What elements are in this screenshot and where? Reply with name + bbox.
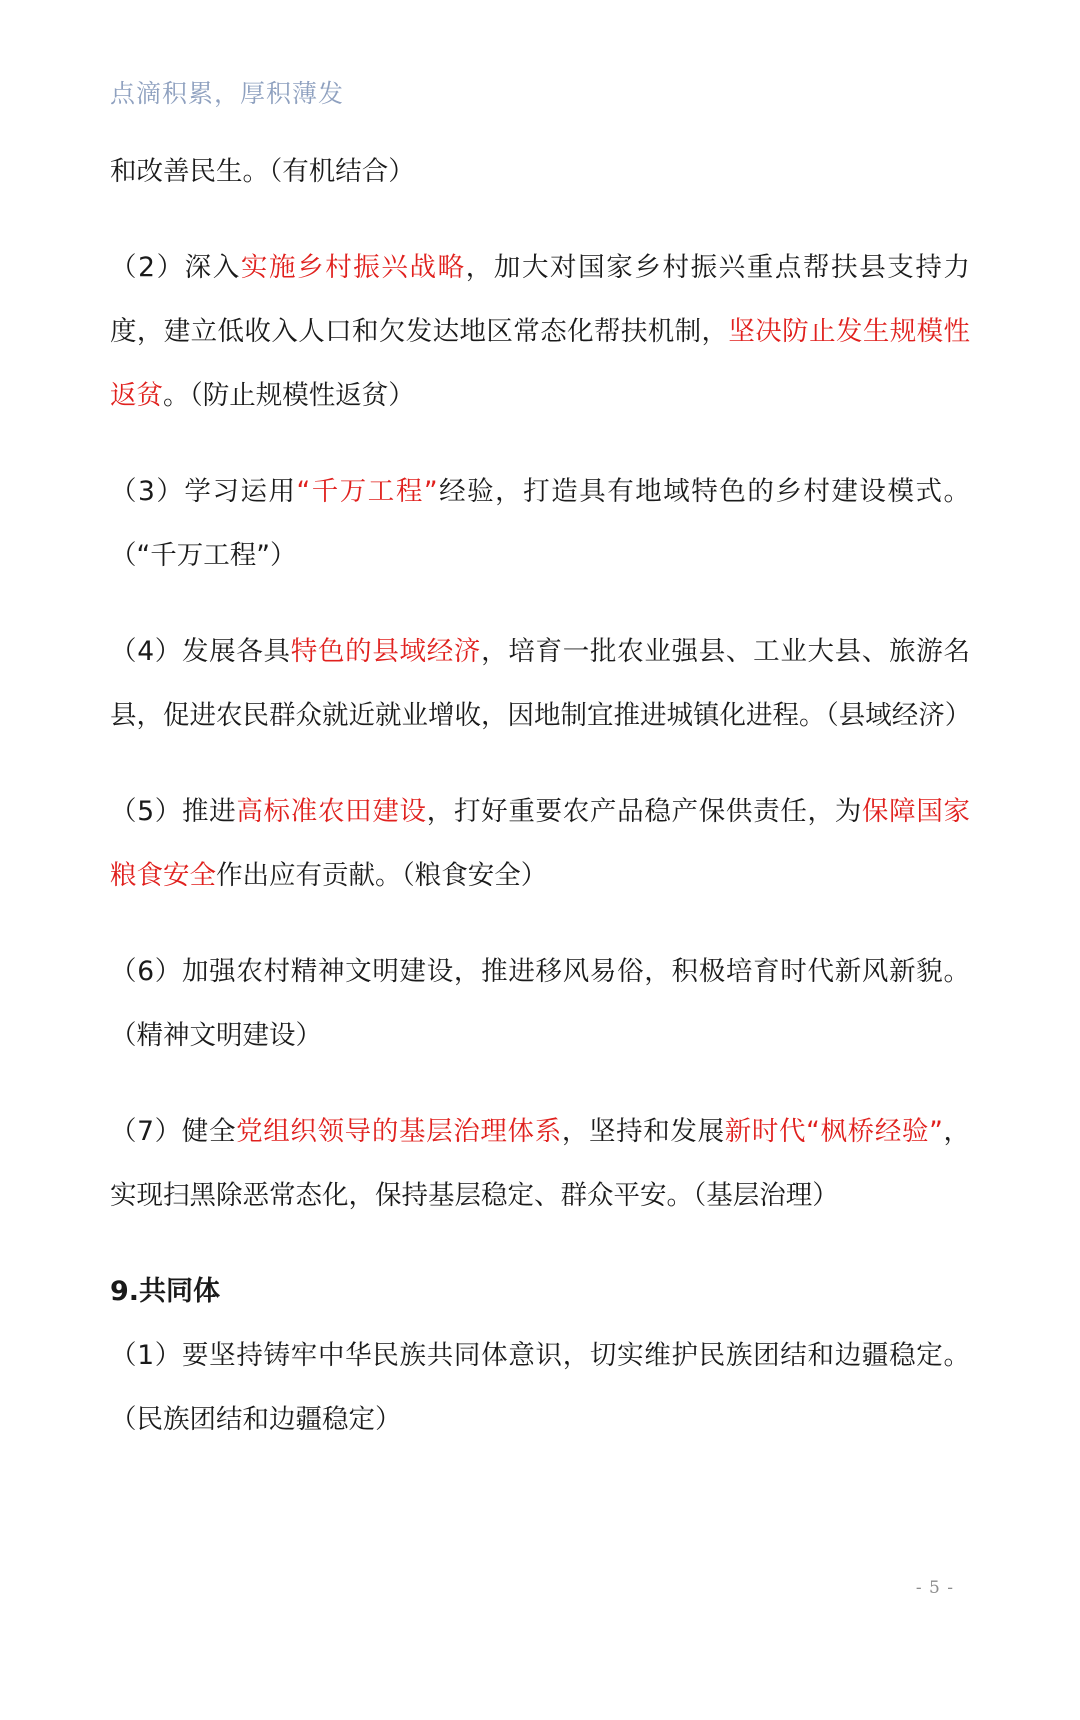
paragraph-continuation xyxy=(110,140,970,204)
body-text: （4）发展各具 xyxy=(110,636,291,667)
header-slogan: 点滴积累，厚积薄发 xyxy=(110,79,345,108)
highlighted-text: 保障国家粮食安全 xyxy=(110,796,971,891)
body-text: （7）健全 xyxy=(110,1116,237,1147)
highlighted-text: “千万工程” xyxy=(296,476,438,507)
body-text: ，打好重要农产品稳产保供责任，为 xyxy=(426,796,862,827)
paragraph-spiritual-civilization xyxy=(110,940,970,1068)
document-body xyxy=(110,140,970,1452)
body-text: ，坚持和发展 xyxy=(561,1116,725,1147)
body-text: ，加大对国家乡村振兴重点帮扶县支持力度，建立低收入人口和欠发达地区常态化帮扶机制， xyxy=(110,252,971,347)
body-text: ，实现扫黑除恶常态化，保持基层稳定、群众平安。（基层治理） xyxy=(110,1116,970,1211)
highlighted-text: 实施乡村振兴战略 xyxy=(240,252,466,283)
body-text: （6）加强农村精神文明建设，推进移风易俗，积极培育时代新风新貌。（精神文明建设） xyxy=(110,956,970,1051)
paragraph-food-security xyxy=(110,780,970,908)
paragraph-county-economy xyxy=(110,620,970,748)
body-text: 和改善民生。（有机结合） xyxy=(110,156,415,187)
highlighted-text: 坚决防止发生规模性返贫 xyxy=(110,316,971,411)
highlighted-text: 新时代“枫桥经验” xyxy=(724,1116,943,1147)
body-text: 经验，打造具有地域特色的乡村建设模式。（“千万工程”） xyxy=(110,476,970,571)
page-number: - 5 - xyxy=(915,1578,954,1598)
paragraph-qianwan-project xyxy=(110,460,970,588)
highlighted-text: 党组织领导的基层治理体系 xyxy=(236,1116,562,1147)
body-text: （2）深入 xyxy=(110,252,241,283)
paragraph-grassroots-governance xyxy=(110,1100,970,1228)
body-text: 作出应有贡献。（粮食安全） xyxy=(216,860,548,891)
highlighted-text: 高标准农田建设 xyxy=(236,796,427,827)
body-text: （5）推进 xyxy=(110,796,237,827)
body-text: （1）要坚持铸牢中华民族共同体意识，切实维护民族团结和边疆稳定。（民族团结和边疆稳定） xyxy=(110,1340,970,1435)
body-text: （3）学习运用 xyxy=(110,476,297,507)
highlighted-text: 特色的县域经济 xyxy=(290,636,482,667)
body-text: 。（防止规模性返贫） xyxy=(163,380,415,411)
body-text: ，培育一批农业强县、工业大县、旅游名县，促进农民群众就近就业增收，因地制宜推进城镇化进程。（县域经济） xyxy=(110,636,972,731)
paragraph-national-unity xyxy=(110,1324,970,1452)
paragraph-rural-revitalization xyxy=(110,236,970,428)
section-heading: 9.共同体 xyxy=(110,1276,221,1307)
